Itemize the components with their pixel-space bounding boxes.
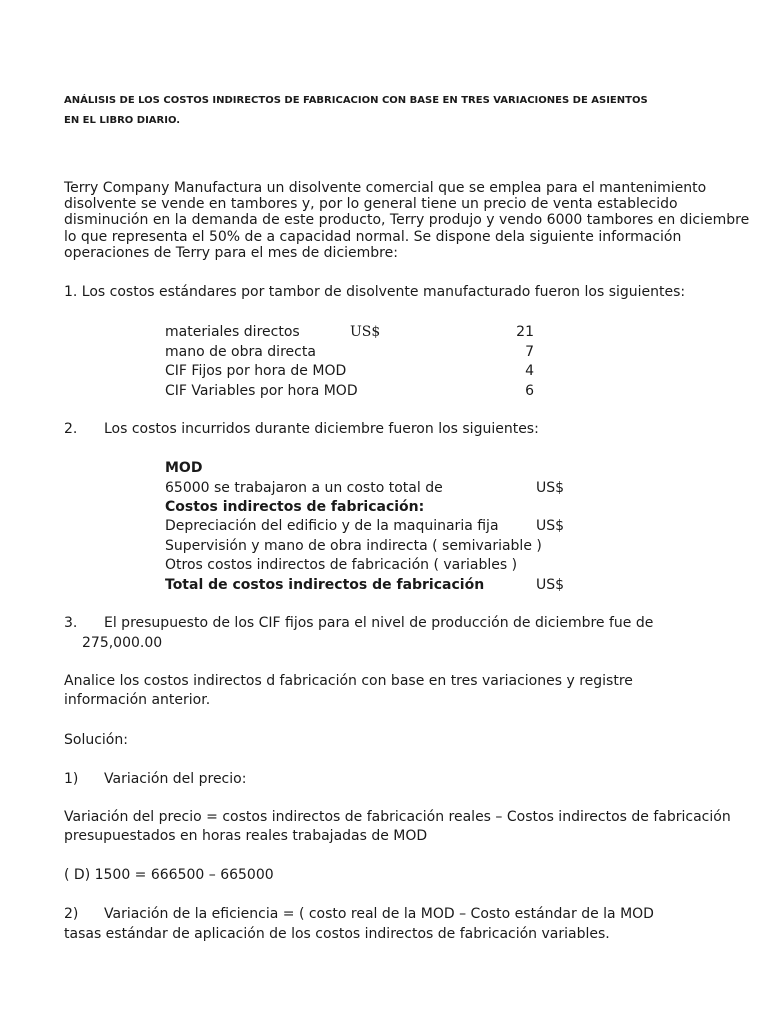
document-title-line-2: EN EL LIBRO DIARIO.	[64, 115, 181, 126]
intro-line: operaciones de Terry para el mes de diciembre:	[64, 245, 398, 261]
item-3-amount: 275,000.00	[82, 635, 163, 651]
solution-2-line: tasas estándar de aplicación de los costos indirectos de fabricación variables.	[64, 926, 610, 942]
item-3-number: 3.	[64, 615, 78, 631]
analysis-line: Analice los costos indirectos d fabricación con base en tres variaciones y registre	[64, 673, 633, 689]
analysis-line: información anterior.	[64, 692, 211, 708]
cost-row-value: 21	[516, 324, 534, 340]
item-2-number: 2.	[64, 421, 78, 437]
cost-row-value: 6	[525, 383, 534, 399]
cif-total-label: Total de costos indirectos de fabricación	[165, 577, 485, 593]
mod-line: 65000 se trabajaron a un costo total de	[165, 480, 443, 496]
currency-label: US$	[350, 324, 381, 340]
intro-line: lo que representa el 50% de a capacidad normal. Se dispone dela siguiente información	[64, 229, 682, 245]
cif-row: Otros costos indirectos de fabricación ( variables )	[165, 557, 518, 573]
intro-line: Terry Company Manufactura un disolvente comercial que se emplea para el mantenimiento	[64, 180, 707, 196]
cif-heading: Costos indirectos de fabricación:	[165, 499, 425, 515]
solution-1-number: 1)	[64, 771, 79, 787]
cost-row-value: 4	[525, 363, 534, 379]
cost-row-label: materiales directos	[165, 324, 300, 340]
cif-row: Depreciación del edificio y de la maquinaria fija	[165, 518, 499, 534]
intro-line: disminución en la demanda de este producto, Terry produjo y vendo 6000 tambores en diciembre	[64, 212, 750, 228]
formula-line: presupuestados en horas reales trabajadas de MOD	[64, 828, 428, 844]
document-title-line-1: ANÁLISIS DE LOS COSTOS INDIRECTOS DE FABRICACION CON BASE EN TRES VARIACIONES DE ASIENTOS	[64, 95, 648, 106]
currency-label: US$	[536, 577, 565, 593]
item-1-text: 1. Los costos estándares por tambor de disolvente manufacturado fueron los siguientes:	[64, 284, 686, 300]
solution-2-line: Variación de la eficiencia = ( costo real de la MOD – Costo estándar de la MOD	[104, 906, 654, 922]
intro-line: disolvente se vende en tambores y, por lo general tiene un precio de venta establecido	[64, 196, 678, 212]
currency-label: US$	[536, 518, 565, 534]
cost-row-label: CIF Variables por hora MOD	[165, 383, 358, 399]
item-2-text: Los costos incurridos durante diciembre fueron los siguientes:	[104, 421, 539, 437]
cost-row-label: CIF Fijos por hora de MOD	[165, 363, 347, 379]
item-3-text: El presupuesto de los CIF fijos para el nivel de producción de diciembre fue de	[104, 615, 654, 631]
cif-row: Supervisión y mano de obra indirecta ( semivariable )	[165, 538, 542, 554]
solution-2-number: 2)	[64, 906, 79, 922]
calculation-line: ( D) 1500 = 666500 – 665000	[64, 867, 274, 883]
solution-1-heading: Variación del precio:	[104, 771, 247, 787]
mod-heading: MOD	[165, 460, 203, 476]
solution-label: Solución:	[64, 732, 128, 748]
cost-row-label: mano de obra directa	[165, 344, 316, 360]
formula-line: Variación del precio = costos indirectos de fabricación reales – Costos indirectos de fabricación	[64, 809, 731, 825]
currency-label: US$	[536, 480, 565, 496]
cost-row-value: 7	[525, 344, 534, 360]
